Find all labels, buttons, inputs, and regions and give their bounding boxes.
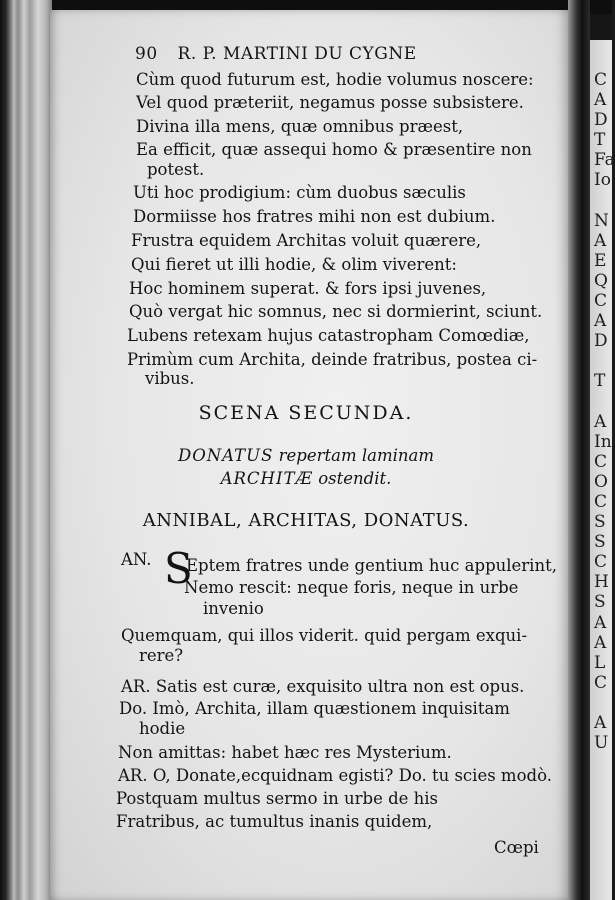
facing-page-letter: A bbox=[594, 632, 607, 653]
facing-page-letter: S bbox=[594, 532, 606, 553]
facing-page-letter: A bbox=[594, 612, 607, 633]
drop-cap: S bbox=[164, 544, 193, 593]
verse-line: Frustra equidem Architas voluit quærere, bbox=[131, 231, 482, 250]
facing-page-letter: T bbox=[594, 371, 606, 392]
facing-page-letter: N bbox=[594, 210, 609, 231]
dialogue-line: Non amittas: habet hæc res Mysterium. bbox=[118, 743, 452, 762]
dialogue-line: Do. Imò, Archita, illam quæstionem inquisitam bbox=[119, 699, 510, 718]
verse-line: Primùm cum Archita, deinde fratribus, postea ci- bbox=[127, 350, 538, 369]
running-title: R. P. MARTINI DU CYGNE bbox=[177, 44, 417, 64]
facing-page-letter: Q bbox=[594, 270, 608, 291]
dialogue-line: invenio bbox=[203, 599, 264, 618]
facing-page-letter: E bbox=[594, 250, 607, 271]
facing-page-letter: C bbox=[594, 451, 608, 472]
argument-persona: ARCHITÆ bbox=[220, 469, 313, 488]
scene-argument-line-2 bbox=[0, 469, 612, 488]
facing-page-letter: A bbox=[594, 411, 607, 432]
facing-page-letter: A bbox=[594, 90, 607, 111]
verse-line: Qui fieret ut illi hodie, & olim viverent: bbox=[131, 255, 457, 274]
dialogue-line: Postquam multus sermo in urbe de his bbox=[116, 789, 439, 808]
dialogue-line: Fratribus, ac tumultus inanis quidem, bbox=[116, 812, 433, 831]
dialogue-line: Eptem fratres unde gentium huc appulerint, bbox=[186, 556, 557, 575]
dialogue-line: AR. O, Donate,ecquidnam egisti? Do. tu scies modò. bbox=[118, 766, 552, 785]
facing-page-letter: S bbox=[594, 512, 606, 533]
scene-argument-line-1 bbox=[0, 446, 612, 465]
facing-page-letter: Fa bbox=[594, 150, 615, 171]
facing-page-letter: H bbox=[594, 572, 609, 593]
facing-page-letter bbox=[594, 693, 615, 713]
facing-page-letter: A bbox=[594, 311, 607, 332]
verse-line: Dormiisse hos fratres mihi non est dubium. bbox=[133, 207, 496, 226]
running-head bbox=[135, 44, 555, 66]
dramatis-personae: ANNIBAL, ARCHITAS, DONATUS. bbox=[142, 510, 470, 531]
verse-line: potest. bbox=[147, 160, 205, 179]
facing-page-letter: O bbox=[594, 471, 608, 492]
facing-page-letter: D bbox=[594, 331, 608, 352]
argument-persona: DONATUS bbox=[177, 446, 274, 465]
verse-line: Quò vergat hic somnus, nec si dormierint, sciunt. bbox=[129, 302, 543, 321]
verse-line: Uti hoc prodigium: cùm duobus sæculis bbox=[133, 183, 466, 202]
facing-page-letter: D bbox=[594, 110, 608, 131]
facing-page-letter: C bbox=[594, 552, 608, 573]
verse-line: Vel quod præteriit, negamus posse subsistere. bbox=[136, 93, 524, 112]
facing-page-letter: A bbox=[594, 713, 607, 733]
facing-page-letter: C bbox=[594, 70, 608, 90]
facing-page-letter bbox=[594, 191, 615, 211]
page-number: 90 bbox=[135, 44, 158, 64]
argument-text: ostendit. bbox=[313, 469, 392, 488]
verse-line: Hoc hominem superat. & fors ipsi juvenes, bbox=[129, 279, 487, 298]
verse-line: Lubens retexam hujus catastropham Comœdiæ, bbox=[127, 326, 530, 345]
facing-page-letter: C bbox=[594, 491, 608, 512]
facing-page-letter: U bbox=[594, 733, 609, 754]
verse-line: Cùm quod futurum est, hodie volumus noscere: bbox=[136, 70, 534, 89]
dialogue-line: rere? bbox=[139, 646, 184, 665]
dialogue-line: AR. Satis est curæ, exquisito ultra non est opus. bbox=[121, 677, 525, 696]
facing-page-letter: S bbox=[594, 592, 606, 613]
dialogue-line: Quemquam, qui illos viderit. quid pergam exqui- bbox=[121, 626, 528, 645]
facing-page-letter: C bbox=[594, 291, 608, 312]
scene-heading: SCENA SECUNDA. bbox=[198, 402, 414, 424]
speaker-tag: AN. bbox=[121, 550, 152, 569]
facing-page-letter: T bbox=[594, 130, 606, 151]
facing-page-letter: In bbox=[594, 431, 612, 452]
facing-page-letter: A bbox=[594, 230, 607, 251]
facing-page-letter bbox=[594, 351, 615, 371]
facing-page-letter: Io bbox=[594, 170, 611, 191]
facing-page-letter: L bbox=[594, 652, 606, 673]
dialogue-line: hodie bbox=[139, 719, 186, 738]
verse-line: vibus. bbox=[145, 369, 195, 388]
argument-text: repertam laminam bbox=[273, 446, 435, 465]
facing-page-letter: C bbox=[594, 672, 608, 693]
verse-line: Ea efficit, quæ assequi homo & præsentire non bbox=[136, 140, 532, 159]
verse-line: Divina illa mens, quæ omnibus præest, bbox=[136, 117, 464, 136]
catchword: Cœpi bbox=[494, 838, 539, 857]
dialogue-line: Nemo rescit: neque foris, neque in urbe bbox=[184, 578, 519, 597]
